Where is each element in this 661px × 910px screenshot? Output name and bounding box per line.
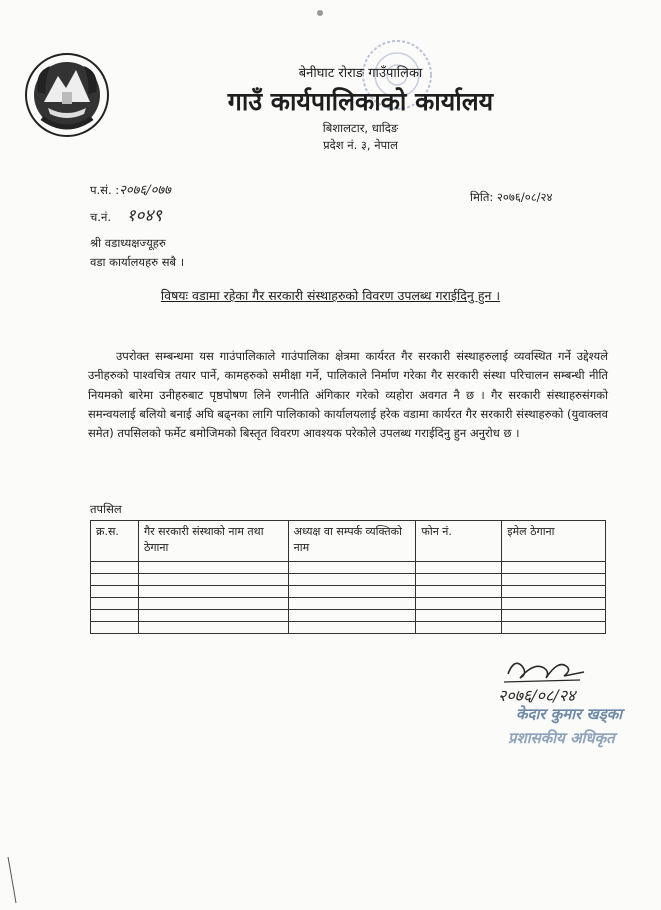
table-cell [416, 562, 502, 574]
table-cell [416, 574, 502, 586]
table-cell [288, 562, 416, 574]
ref-label: प.सं. : [90, 183, 120, 197]
table-cell [416, 598, 502, 610]
annex-label: तपसिल [90, 502, 122, 516]
officer-title-stamp: प्रशासकीय अधिकृत [508, 729, 615, 747]
table-cell [288, 610, 416, 622]
dispatch-value: १०४९ [126, 206, 163, 226]
col-serial: क्र.स. [91, 521, 139, 562]
table-cell [416, 622, 502, 634]
table-row [91, 622, 606, 634]
scan-dot [317, 10, 323, 16]
table-cell [91, 610, 139, 622]
province-line: प्रदेश नं. ३, नेपाल [323, 138, 398, 152]
table-row [91, 562, 606, 574]
table-cell [288, 586, 416, 598]
table-cell [138, 610, 288, 622]
table-cell [502, 586, 606, 598]
date-value: २०७६/०८/२४ [496, 190, 553, 204]
table-cell [502, 574, 606, 586]
table-cell [416, 586, 502, 598]
table-cell [288, 622, 416, 634]
officer-name-stamp: केदार कुमार खड्का [516, 705, 623, 723]
col-ngo-name-address: गैर सरकारी संस्थाको नाम तथा ठेगाना [138, 521, 288, 562]
dispatch-number [90, 203, 162, 226]
letter-body: उपरोक्त सम्बन्धमा यस गाउंपालिकाले गाउंपालिका क्षेत्रमा कार्यरत गैर सरकारी संस्थाहरुलाई व्यवस्थित गर्ने उद्देश्यले उनीहरुको पाश्वचित्र तयार पार्ने, कामहरुको समीक्षा गर्ने, पालिकाले निर्माण गरेका गैर सरकारी संस्था परिचालन सम्बन्धी नीति नियमको बारेमा उनीहरुबाट पृष्ठपोषण लिने रणनीति अंगिकार गरेको व्यहोरा अवगत नै छ । गैर सरकारी संस्थाहरुसंगको समन्वयलाई बलियो बनाई अघि बढ्नका लागि पालिकाको कार्यालयलाई हरेक वडामा कार्यरत गैर सरकारी संस्थाहरुको (युवाक्लव समेत) तपसिलको फर्मेट बमोजिमको बिस्तृत विवरण आवश्यक परेकोले उपलब्ध गराईदिनु हुन अनुरोध छ । [88, 349, 608, 441]
ngo-details-table [90, 520, 606, 634]
office-address: बिशालटार, धादिङ [322, 121, 399, 135]
table-row [91, 598, 606, 610]
col-phone: फोन नं. [416, 521, 502, 562]
table-cell [502, 622, 606, 634]
table-cell [91, 622, 139, 634]
table-cell [138, 562, 288, 574]
table-cell [416, 610, 502, 622]
table-cell [502, 598, 606, 610]
letter-date [470, 190, 553, 205]
table-header-row [91, 521, 606, 562]
table-cell [138, 574, 288, 586]
table-row [91, 610, 606, 622]
handwritten-signature [500, 652, 590, 688]
municipality-name: बेनीघाट रोराङ गाउँपालिका [298, 66, 423, 81]
col-email: इमेल ठेगाना [502, 521, 606, 562]
recipient-line-2: वडा कार्यालयहरु सबै । [90, 255, 185, 269]
reference-number [90, 180, 171, 198]
scan-edge-mark [6, 855, 18, 905]
table-cell [91, 598, 139, 610]
signature-date: २०७६/०८/२४ [498, 686, 576, 705]
table-cell [91, 586, 139, 598]
table-cell [138, 622, 288, 634]
office-title: गाउँ कार्यपालिकाको कार्यालय [227, 87, 494, 116]
col-contact-person: अध्यक्ष वा सम्पर्क व्यक्तिको नाम [288, 521, 416, 562]
ref-value: २०७६/०७७ [119, 183, 171, 198]
table-cell [138, 598, 288, 610]
table-cell [288, 598, 416, 610]
table-body [91, 562, 606, 634]
table-row [91, 574, 606, 586]
recipient-line-1: श्री वडाध्यक्षज्यूहरु [90, 236, 166, 250]
date-label: मिति: [470, 190, 494, 204]
table-cell [288, 574, 416, 586]
table-cell [502, 610, 606, 622]
dispatch-label: च.नं. [90, 210, 111, 224]
table-cell [91, 562, 139, 574]
table-cell [138, 586, 288, 598]
table-cell [91, 574, 139, 586]
table-cell [502, 562, 606, 574]
letter-subject: विषयः वडामा रहेका गैर सरकारी संस्थाहरुको विवरण उपलब्ध गराईदिनु हुन । [160, 288, 501, 303]
table-row [91, 586, 606, 598]
